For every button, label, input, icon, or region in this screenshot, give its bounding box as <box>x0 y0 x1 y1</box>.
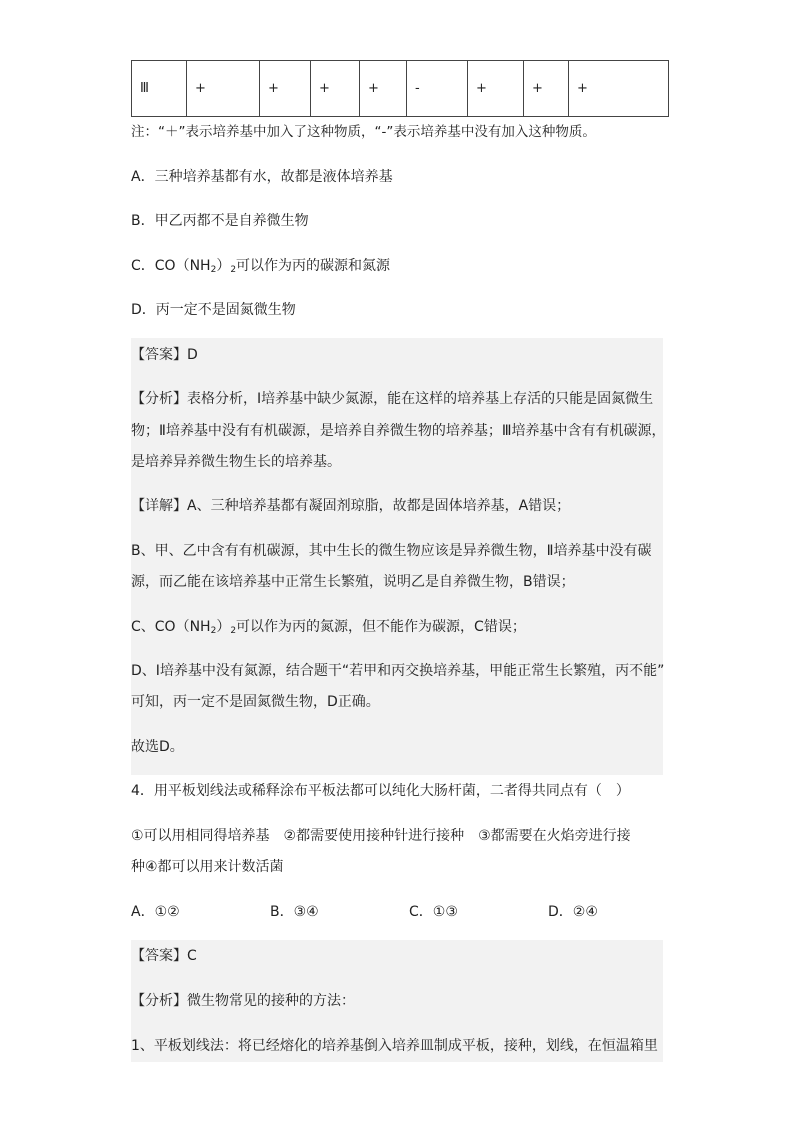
table-row <box>132 61 669 117</box>
option-c-text: 可以作为丙的碳源和氮源 <box>236 258 391 274</box>
conclusion: 故选D。 <box>131 739 184 755</box>
statement-line: ①可以用相同得培养基 ②都需要使用接种针进行接种 ③都需要在火焰旁进行接 <box>131 828 631 844</box>
table-cell: + <box>260 61 311 117</box>
table-cell: + <box>569 61 669 117</box>
question-4-stem: 4．用平板划线法或稀释涂布平板法都可以纯化大肠杆菌，二者得共同点有（ ） <box>131 783 630 799</box>
option-b: B．③④ <box>270 904 319 920</box>
table-cell: - <box>407 61 468 117</box>
option-b: B．甲乙丙都不是自养微生物 <box>131 213 309 229</box>
option-c-text: ） <box>216 258 231 274</box>
table-cell-label: Ⅲ <box>132 61 187 117</box>
option-a: A．三种培养基都有水，故都是液体培养基 <box>131 169 393 185</box>
detail-a: 【详解】A、三种培养基都有凝固剂琼脂，故都是固体培养基，A错误； <box>131 498 571 514</box>
table-cell: + <box>360 61 407 117</box>
analysis-line: 【分析】微生物常见的接种的方法： <box>131 993 355 1009</box>
option-c-text: C．CO（NH <box>131 258 211 274</box>
table-cell: + <box>468 61 524 117</box>
statement-line: 种④都可以用来计数活菌 <box>131 859 284 875</box>
detail-b-line: 源，而乙能在该培养基中正常生长繁殖，说明乙是自养微生物，B错误； <box>131 574 575 590</box>
table-cell: + <box>187 61 260 117</box>
detail-c-text: 可以作为丙的氮源，但不能作为碳源，C错误； <box>236 619 526 635</box>
analysis-line: 是培养异养微生物生长的培养基。 <box>131 454 341 470</box>
detail-c-text: ） <box>216 619 231 635</box>
table-cell: + <box>524 61 569 117</box>
option-c: C．①③ <box>409 904 458 920</box>
answer-label: 【答案】D <box>131 347 198 363</box>
subscript: 2 <box>210 626 217 636</box>
option-d: D．丙一定不是固氮微生物 <box>131 302 296 318</box>
detail-d-line: D、I培养基中没有氮源，结合题干“若甲和丙交换培养基，甲能正常生长繁殖，丙不能” <box>131 663 665 679</box>
detail-c-text: C、CO（NH <box>131 619 211 635</box>
table-cell: + <box>311 61 360 117</box>
option-d: D．②④ <box>548 904 598 920</box>
table-note: 注：“＋”表示培养基中加入了这种物质，“-”表示培养基中没有加入这种物质。 <box>131 124 596 140</box>
answer-label: 【答案】C <box>131 948 197 964</box>
medium-table <box>131 60 669 117</box>
detail-d-line: 可知，丙一定不是固氮微生物，D正确。 <box>131 694 380 710</box>
analysis-line: 物；Ⅱ培养基中没有有机碳源，是培养自养微生物的培养基；Ⅲ培养基中含有有机碳源， <box>131 423 666 439</box>
method-line: 1、平板划线法：将已经熔化的培养基倒入培养皿制成平板，接种，划线，在恒温箱里 <box>131 1038 658 1054</box>
subscript: 2 <box>230 265 237 275</box>
detail-b-line: B、甲、乙中含有有机碳源，其中生长的微生物应该是异养微生物，Ⅱ培养基中没有碳 <box>131 543 652 559</box>
subscript: 2 <box>210 265 217 275</box>
subscript: 2 <box>230 626 237 636</box>
detail-c <box>131 617 526 641</box>
analysis-line: 【分析】表格分析，I培养基中缺少氮源，能在这样的培养基上存活的只能是固氮微生 <box>131 391 654 407</box>
option-c <box>131 256 390 280</box>
option-a: A．①② <box>131 904 180 920</box>
